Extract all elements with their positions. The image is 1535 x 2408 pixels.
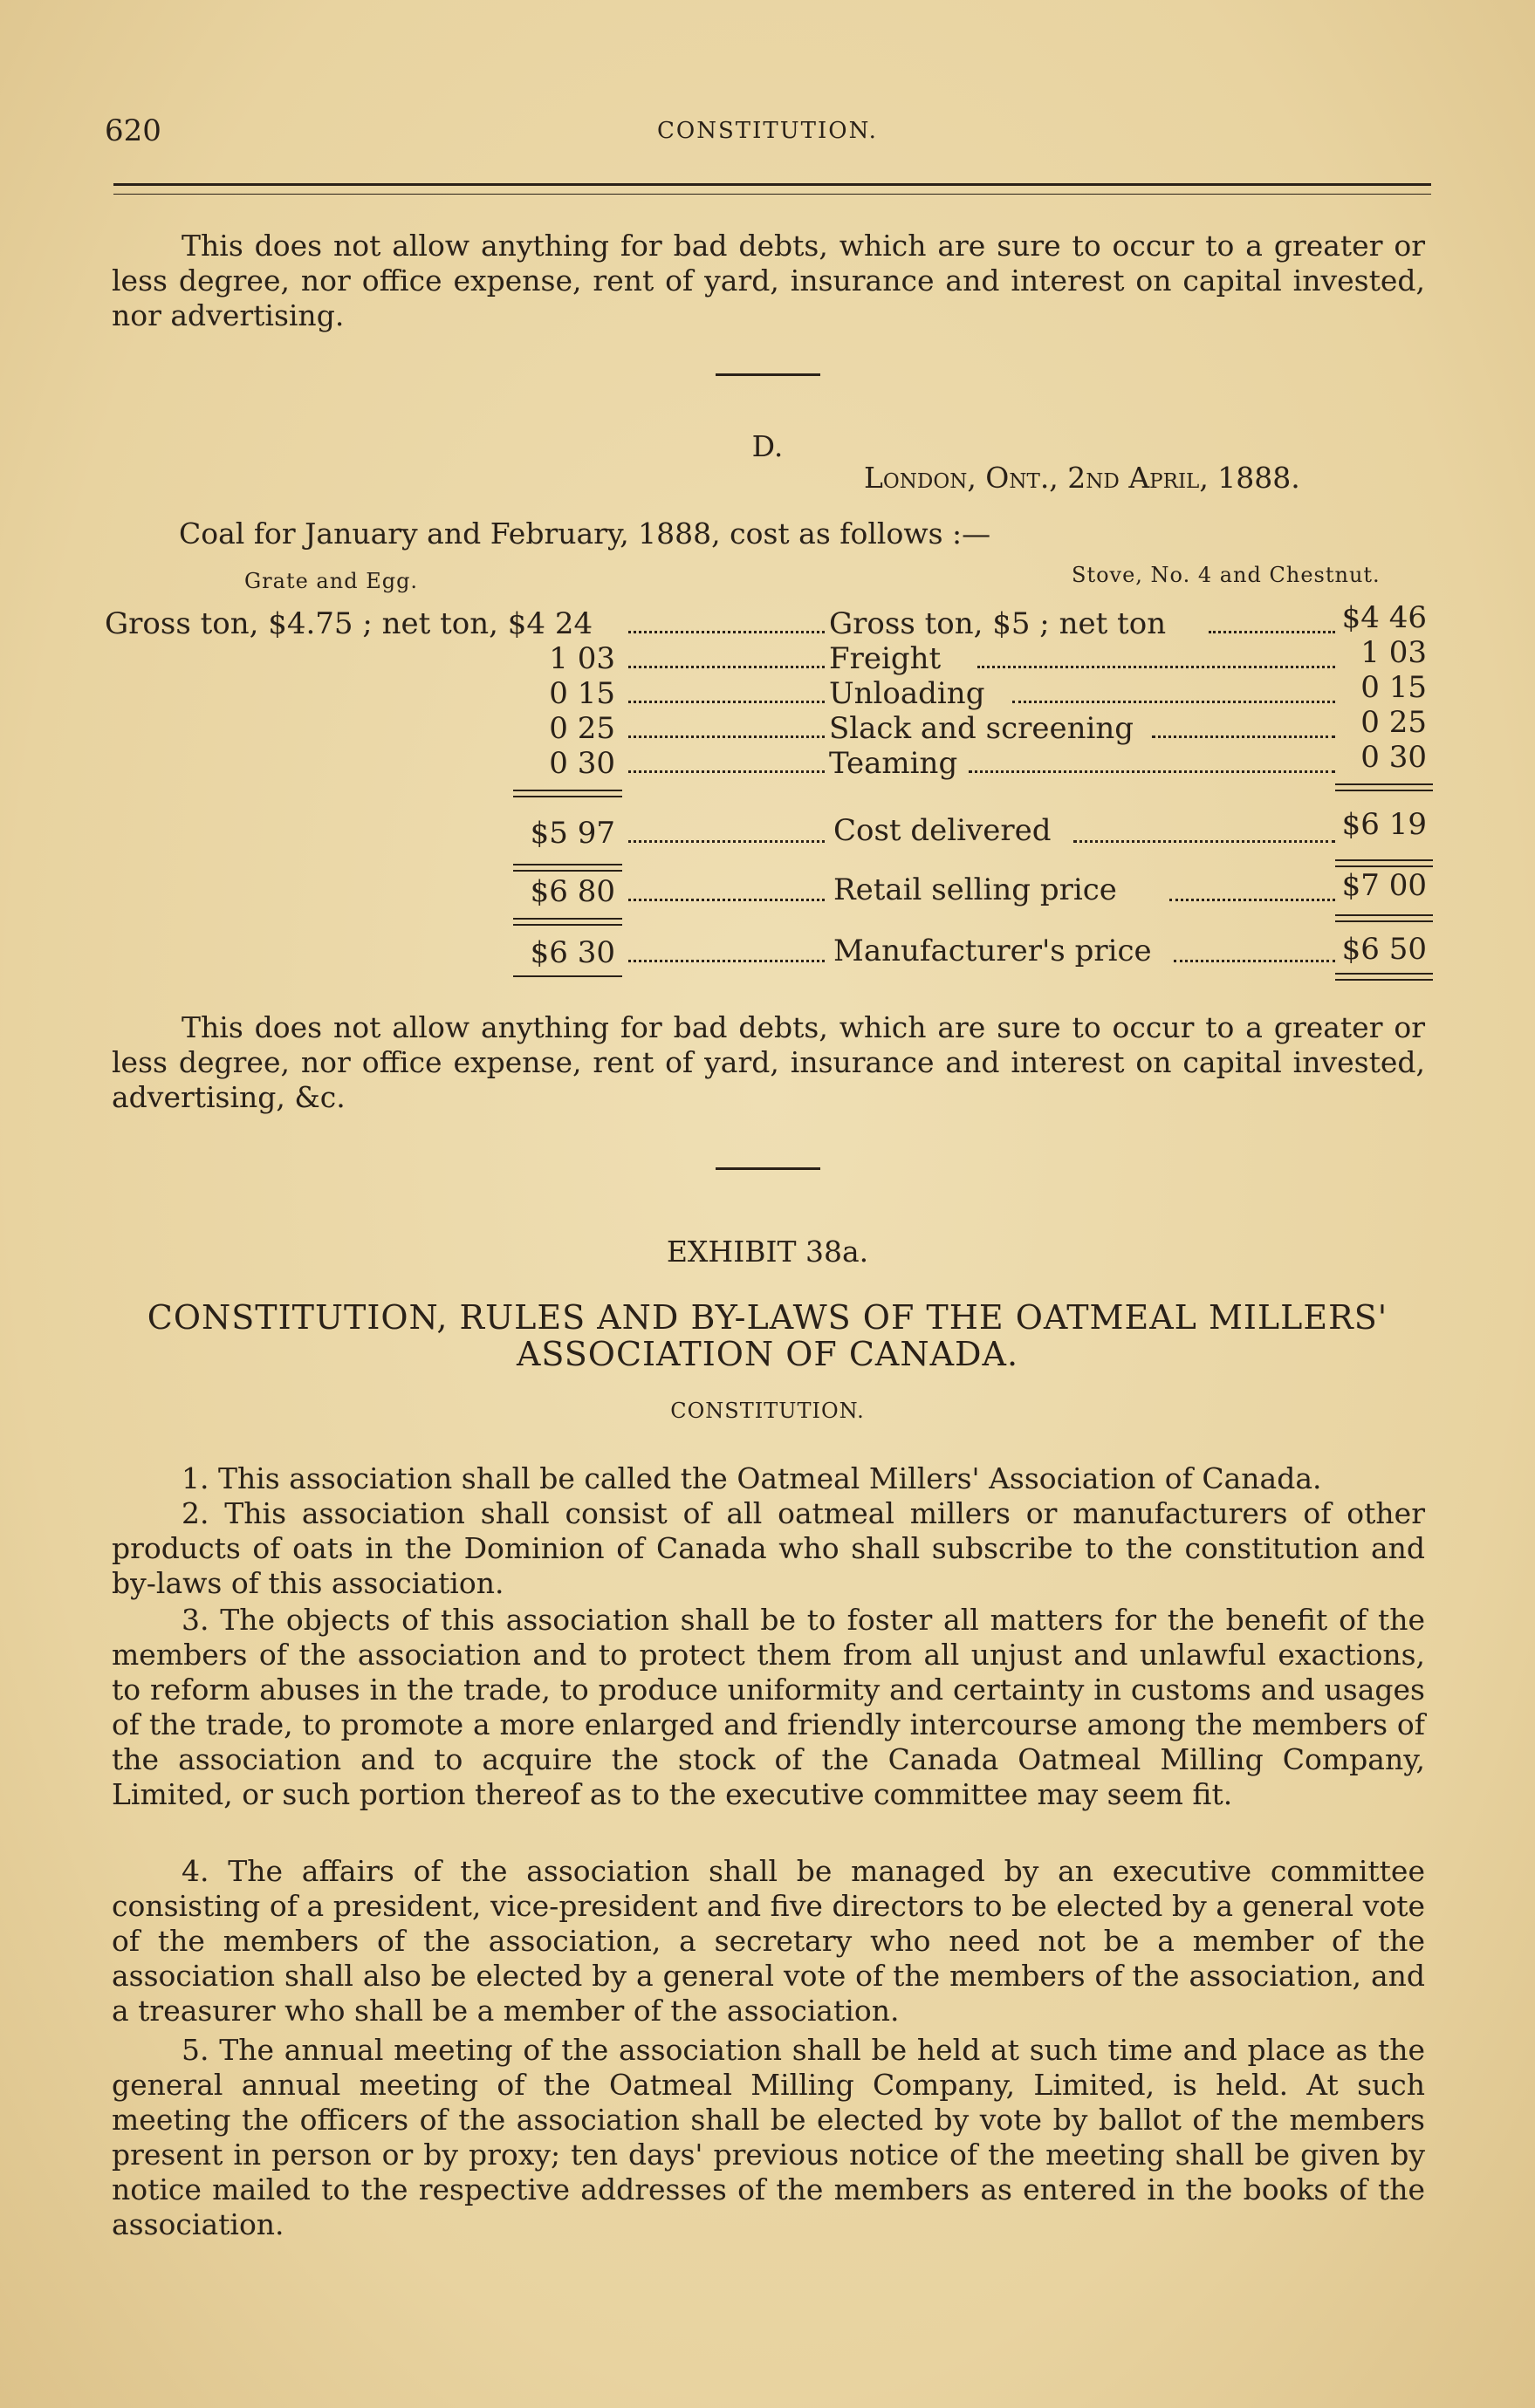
leader-dots — [1012, 680, 1335, 703]
sum-rule — [513, 975, 622, 977]
leader-dots — [1174, 939, 1335, 962]
sum-rule — [513, 790, 622, 791]
exhibit-title-line-2: ASSOCIATION OF CANADA. — [516, 1335, 1019, 1373]
sum-rule — [1335, 920, 1433, 922]
exhibit-label: EXHIBIT 38a. — [666, 1235, 869, 1269]
total-right: $7 00 — [1341, 868, 1427, 903]
right-value: 0 30 — [1360, 740, 1427, 775]
left-value: 1 03 — [549, 641, 615, 676]
sum-rule — [513, 924, 622, 926]
sum-rule — [1335, 783, 1433, 785]
leader-dots — [1209, 610, 1335, 633]
total-left: $5 97 — [530, 816, 615, 851]
total-right: $6 50 — [1341, 932, 1427, 967]
article-5: 5. The annual meeting of the association shall be held at such time and place as the general annual meeting of the Oatmeal Milling Company, Limited, is held. At such meeting the officers of the association shall be elected by vote by ballot of the members present in person or by proxy; ten days' previous notice of the meeting shall be given by notice mailed to the respective addresses of the members as entered in the books of the association. — [112, 2033, 1425, 2241]
sum-rule — [1335, 790, 1433, 791]
leader-dots — [628, 715, 825, 738]
total-label: Retail selling price — [833, 872, 1117, 907]
constitution-subheading: CONSTITUTION. — [670, 1399, 865, 1423]
section-letter: D. — [751, 429, 784, 463]
total-label: Cost delivered — [833, 813, 1052, 848]
left-value: Gross ton, $4.75 ; net ton, $4 24 — [105, 606, 593, 641]
sum-rule — [1335, 859, 1433, 861]
leader-dots — [969, 749, 1335, 773]
total-label: Manufacturer's price — [833, 934, 1152, 968]
right-value: 1 03 — [1360, 635, 1427, 670]
page-number: 620 — [105, 113, 161, 148]
sum-rule — [513, 864, 622, 865]
sum-rule — [513, 870, 622, 872]
exhibit-title-line-1: CONSTITUTION, RULES AND BY-LAWS OF THE OATMEAL MILLERS' — [147, 1298, 1388, 1337]
sum-rule — [1335, 914, 1433, 916]
row-label: Freight — [829, 641, 942, 676]
leader-dots — [628, 680, 825, 703]
section-lead: Coal for January and February, 1888, cost as follows :— — [179, 516, 991, 551]
right-value: $4 46 — [1341, 600, 1427, 635]
row-label: Unloading — [829, 676, 985, 711]
left-value: 0 30 — [549, 746, 615, 781]
sum-rule — [1335, 973, 1433, 975]
leader-dots — [628, 610, 825, 633]
leader-dots — [1073, 819, 1335, 843]
right-column-heading: Stove, No. 4 and Chestnut. — [1072, 563, 1381, 587]
closing-paragraph: This does not allow anything for bad debts, which are sure to occur to a greater or less degree, nor office expense, rent of yard, insurance and interest on capital invested, advertising, &c. — [112, 1010, 1425, 1114]
leader-dots — [628, 645, 825, 668]
row-label: Gross ton, $5 ; net ton — [829, 606, 1167, 641]
row-label: Slack and screening — [829, 711, 1134, 746]
dateline: London, Ont., 2nd April, 1888. — [864, 461, 1300, 495]
sum-rule — [1335, 865, 1433, 867]
table-row — [105, 606, 593, 641]
leader-dots — [977, 645, 1335, 668]
cost-table — [0, 0, 1535, 1047]
leader-dots — [628, 878, 825, 901]
running-title: CONSTITUTION. — [657, 118, 878, 144]
total-left: $6 30 — [530, 935, 615, 970]
leader-dots — [1152, 715, 1335, 738]
article-4: 4. The affairs of the association shall be managed by an executive committee consisting of a president, vice-president and five directors to be elected by a general vote of the members of the association, a secretary who need not be a member of the association shall also be elected by a general vote of the members of the association, and a treasurer who shall be a member of the association. — [112, 1854, 1425, 2028]
left-column-heading: Grate and Egg. — [244, 569, 419, 593]
left-value: 0 15 — [549, 676, 615, 711]
intro-paragraph: This does not allow anything for bad debts, which are sure to occur to a greater or less degree, nor office expense, rent of yard, insurance and interest on capital invested, nor advertising. — [112, 229, 1425, 332]
leader-dots — [628, 819, 825, 843]
article-3: 3. The objects of this association shall be to foster all matters for the benefit of the members of the association and to protect them from all unjust and unlawful exactions, to reform abuses in the trade, to produce uniformity and certainty in customs and usages of the trade, to promote a more enlarged and friendly intercourse among the members of the association and to acquire the stock of the Canada Oatmeal Milling Company, Limited, or such portion thereof as to the executive committee may seem fit. — [112, 1603, 1425, 1811]
total-left: $6 80 — [530, 874, 615, 909]
row-label: Teaming — [829, 746, 958, 781]
total-right: $6 19 — [1341, 807, 1427, 842]
right-value: 0 25 — [1360, 705, 1427, 740]
sum-rule — [513, 918, 622, 920]
section-divider — [716, 1167, 820, 1170]
sum-rule — [513, 796, 622, 797]
left-value: 0 25 — [549, 711, 615, 746]
sum-rule — [1335, 979, 1433, 981]
leader-dots — [628, 749, 825, 773]
article-2: 2. This association shall consist of all oatmeal millers or manufacturers of other products of oats in the Dominion of Canada who shall subscribe to the constitution and by-laws of this association. — [112, 1496, 1425, 1600]
right-value: 0 15 — [1360, 670, 1427, 705]
leader-dots — [628, 939, 825, 962]
article-1: 1. This association shall be called the Oatmeal Millers' Association of Canada. — [182, 1461, 1322, 1495]
leader-dots — [1169, 878, 1335, 901]
